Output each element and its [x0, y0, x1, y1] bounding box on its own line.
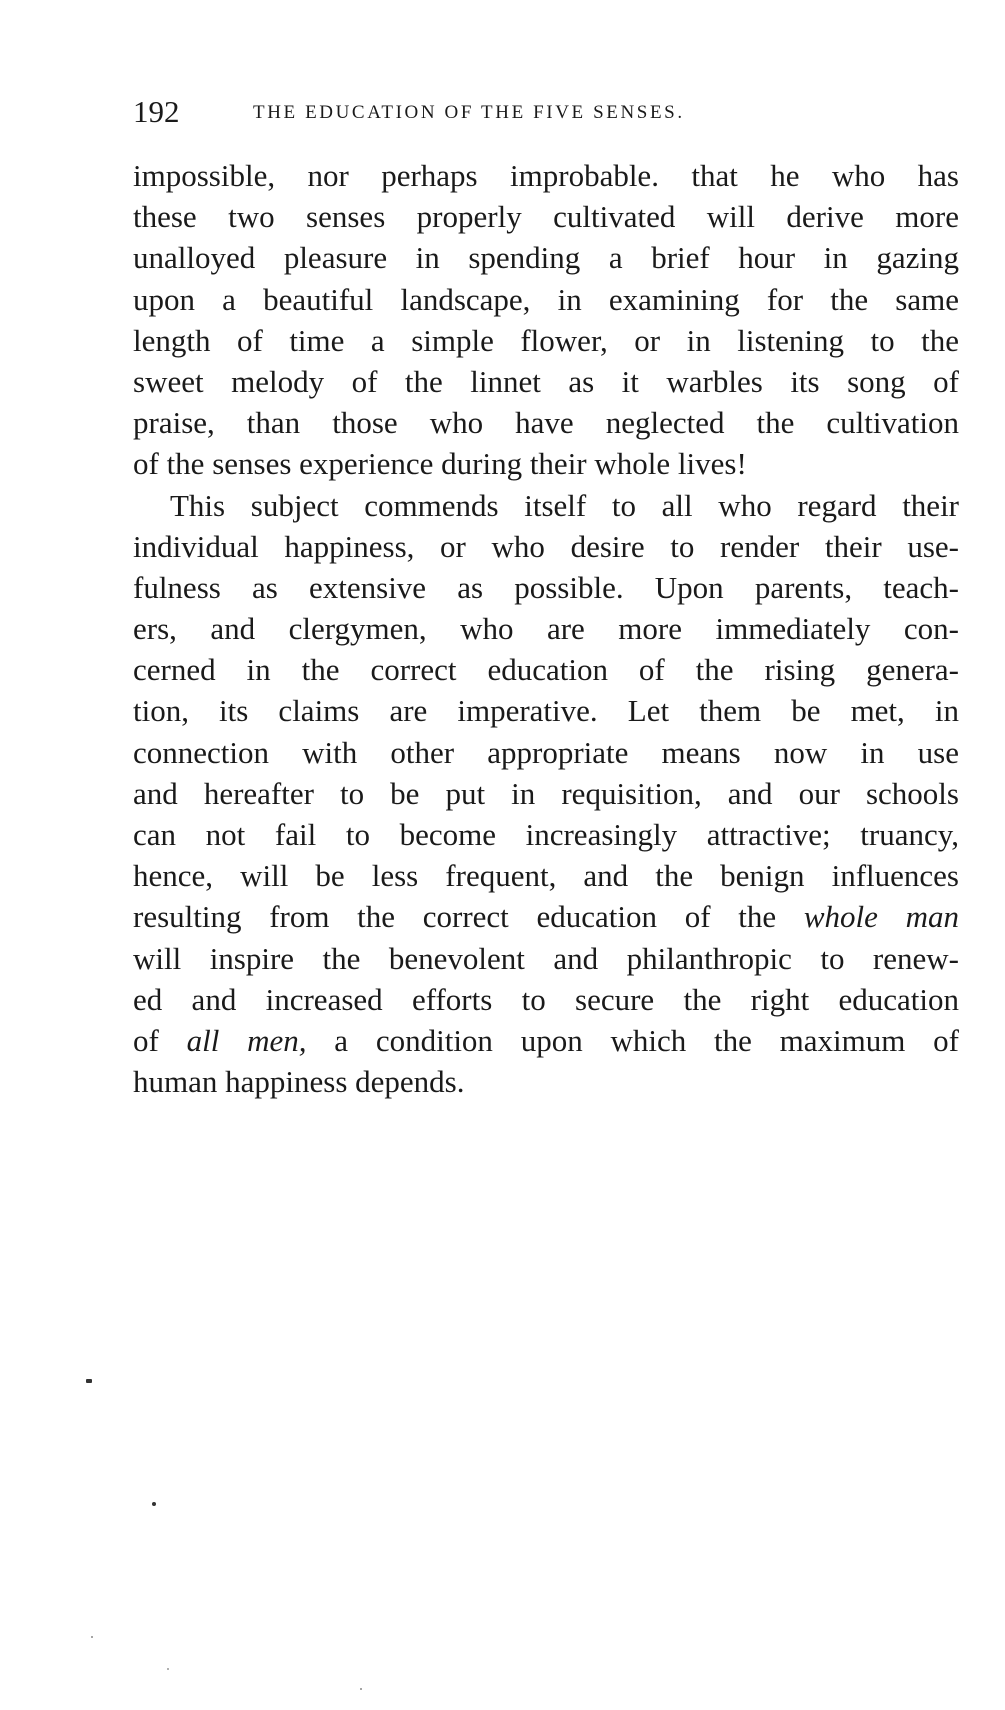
- scan-speck: [86, 1379, 92, 1383]
- text-line: and hereafter to be put in requisition, and our schools: [133, 775, 959, 811]
- text-line: these two senses properly cultivated will derive more: [133, 199, 959, 235]
- text-line: impossible, nor perhaps improbable. that he who has: [133, 158, 959, 193]
- text-line: sweet melody of the linnet as it warbles its song of: [133, 363, 959, 399]
- text-line: human happiness depends.: [133, 1064, 465, 1100]
- text-line: individual happiness, or who desire to render their use-: [133, 528, 959, 564]
- text-segment: resulting from the correct education of the: [133, 899, 777, 935]
- scan-speck: [152, 1502, 156, 1506]
- paragraph-1: [133, 155, 959, 485]
- text-line: This subject commends itself to all who regard their: [170, 487, 959, 523]
- italic-emphasis: all men,: [186, 1022, 307, 1058]
- text-line: fulness as extensive as possible. Upon parents, teach-: [133, 569, 959, 605]
- italic-emphasis: whole man: [803, 899, 960, 935]
- text-line: of the senses experience during their whole lives!: [133, 446, 747, 482]
- text-line: ers, and clergymen, who are more immediately con-: [133, 611, 959, 647]
- text-line: cerned in the correct education of the rising genera-: [133, 652, 959, 688]
- page-number: 192: [133, 94, 180, 129]
- text-line: [133, 896, 959, 937]
- paragraph-2: [133, 485, 959, 1103]
- running-title: THE EDUCATION OF THE FIVE SENSES.: [253, 102, 685, 123]
- scan-speck: [167, 1668, 169, 1670]
- text-line: connection with other appropriate means now in use: [133, 734, 959, 770]
- text-line: length of time a simple flower, or in listening to the: [133, 322, 959, 358]
- text-line: can not fail to become increasingly attractive; truancy,: [133, 817, 959, 852]
- text-line: unalloyed pleasure in spending a brief hour in gazing: [133, 240, 959, 276]
- running-head: [133, 92, 953, 132]
- scan-speck: [91, 1636, 93, 1638]
- text-line: upon a beautiful landscape, in examining for the same: [133, 281, 959, 317]
- text-line: [133, 1020, 959, 1061]
- text-segment: a condition upon which the maximum of: [334, 1022, 959, 1058]
- text-segment: of: [133, 1022, 159, 1058]
- text-line: will inspire the benevolent and philanthropic to renew-: [133, 940, 959, 976]
- text-line: praise, than those who have neglected the cultivation: [133, 405, 959, 441]
- text-line: tion, its claims are imperative. Let them be met, in: [133, 693, 959, 729]
- body-text: [133, 155, 959, 1102]
- scan-speck: [360, 1688, 362, 1690]
- text-line: hence, will be less frequent, and the benign influences: [133, 858, 959, 894]
- text-line: ed and increased efforts to secure the right education: [133, 981, 959, 1017]
